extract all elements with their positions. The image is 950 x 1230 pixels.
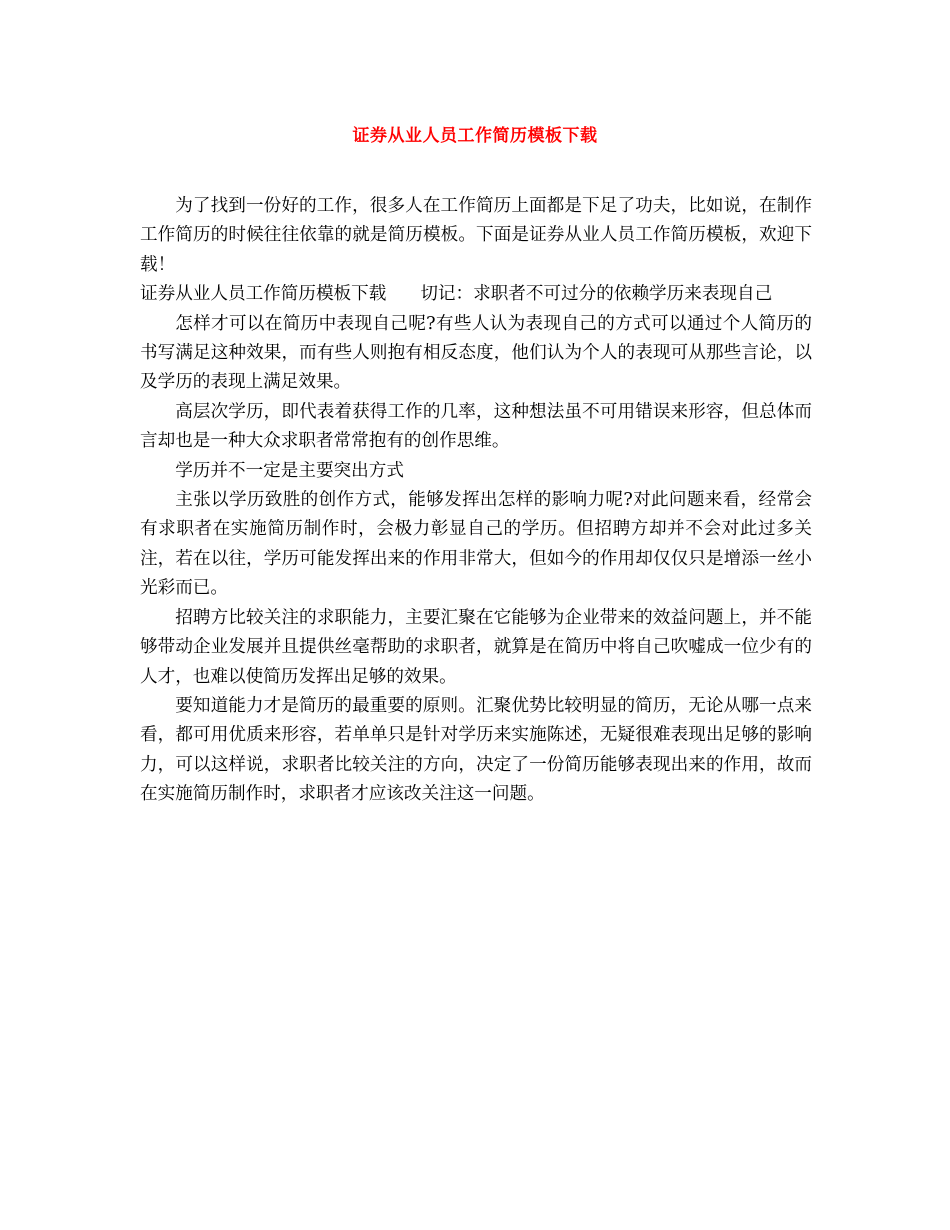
body-paragraph-2: 高层次学历，即代表着获得工作的几率，这种想法虽不可用错误来形容，但总体而言却也是一种大众求职者常常抱有的创作思维。 bbox=[140, 401, 812, 452]
section-heading: 学历并不一定是主要突出方式 bbox=[175, 460, 404, 481]
document-title: 证券从业人员工作简历模板下载 bbox=[352, 126, 598, 146]
subheading-line bbox=[140, 280, 812, 309]
intro-paragraph: 为了找到一份好的工作，很多人在工作简历上面都是下足了功夫，比如说，在制作工作简历的时候往往依靠的就是简历模板。下面是证券从业人员工作简历模板，欢迎下载！ bbox=[140, 196, 812, 275]
body-paragraph-5: 要知道能力才是简历的最重要的原则。汇聚优势比较明显的简历，无论从哪一点来看，都可用优质来形容，若单单只是针对学历来实施陈述，无疑很难表现出足够的影响力，可以这样说，求职者比较关注的方向，决定了一份简历能够表现出来的作用，故而在实施简历制作时，求职者才应该改关注这一问题。 bbox=[140, 695, 812, 805]
body-paragraph-4: 招聘方比较关注的求职能力，主要汇聚在它能够为企业带来的效益问题上，并不能够带动企业发展并且提供丝毫帮助的求职者，就算是在简历中将自己吹嘘成一位少有的人才，也难以使简历发挥出足够的效果。 bbox=[140, 607, 812, 687]
subheading-right: 切记：求职者不可过分的依赖学历来表现自己 bbox=[420, 284, 773, 305]
body-paragraph-1: 怎样才可以在简历中表现自己呢?有些人认为表现自己的方式可以通过个人简历的书写满足这种效果，而有些人则抱有相反态度，他们认为个人的表现可从那些言论，以及学历的表现上满足效果。 bbox=[140, 313, 812, 393]
body-paragraph-3: 主张以学历致胜的创作方式，能够发挥出怎样的影响力呢?对此问题来看，经常会有求职者在实施简历制作时，会极力彰显自己的学历。但招聘方却并不会对此过多关注，若在以往，学历可能发挥出来的作用非常大，但如今的作用却仅仅只是增添一丝小光彩而已。 bbox=[140, 490, 812, 599]
document-body bbox=[140, 192, 812, 810]
subheading-left: 证券从业人员工作简历模板下载 bbox=[140, 284, 387, 305]
